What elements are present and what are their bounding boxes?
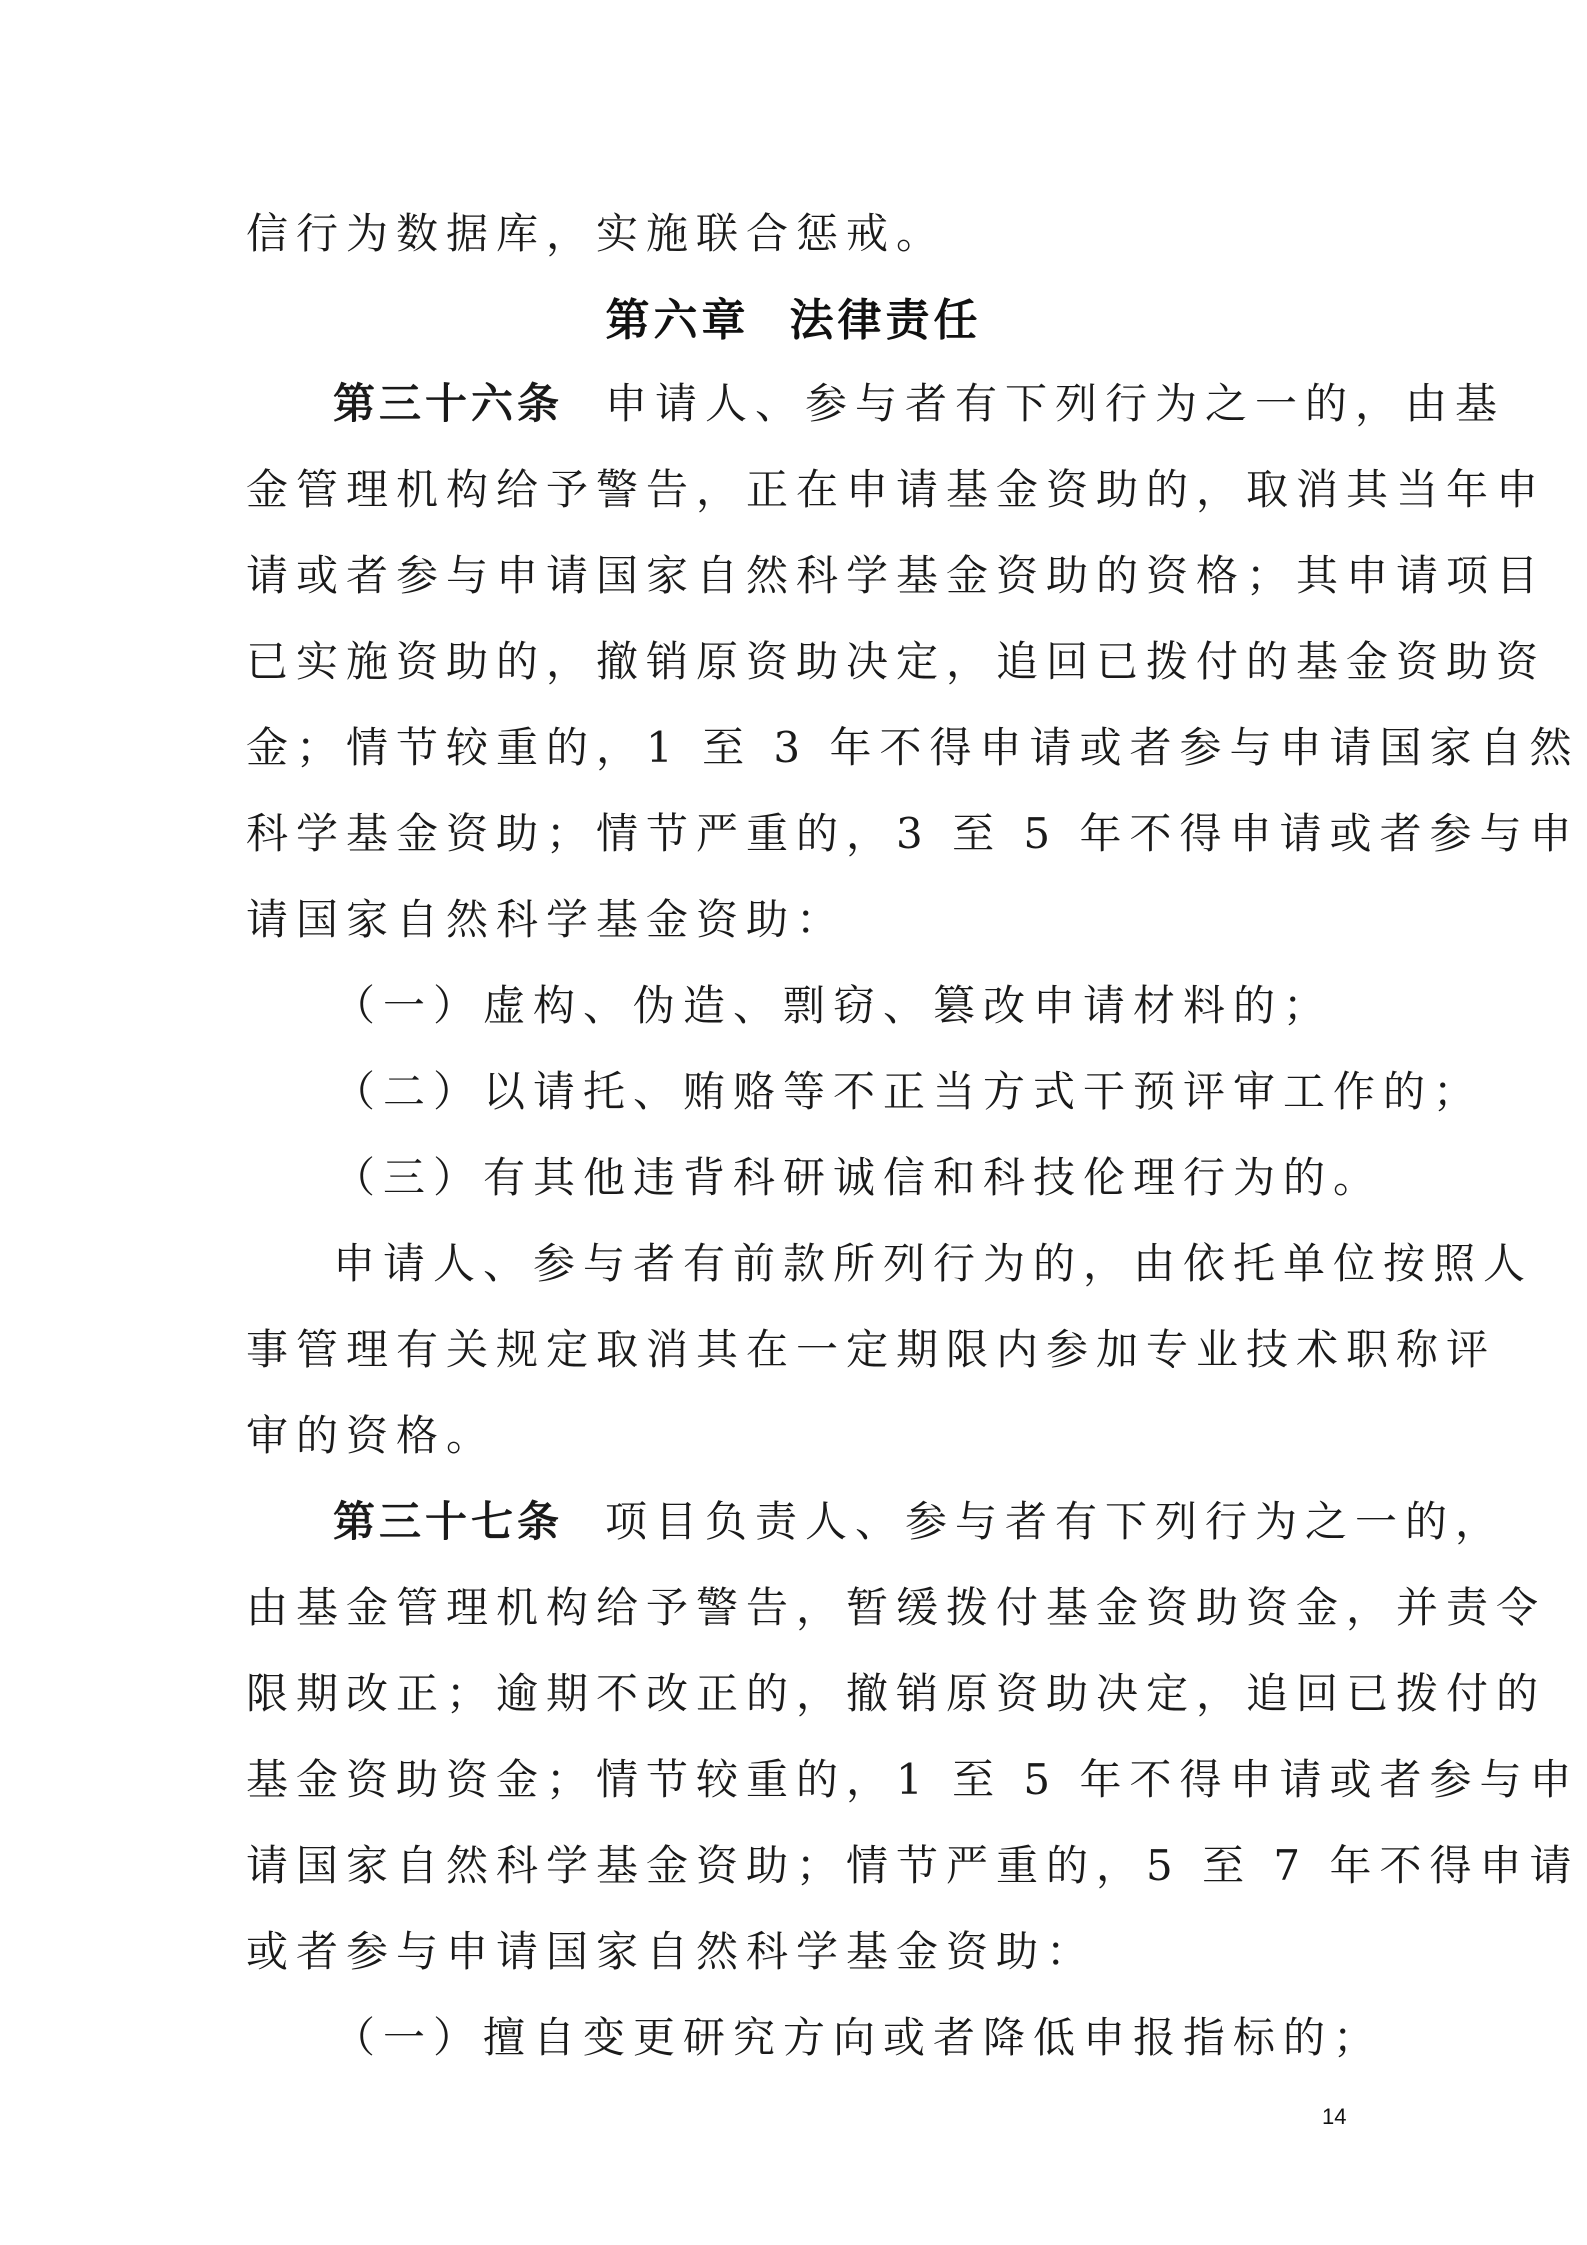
- article-37-first-line: [333, 1495, 1506, 1549]
- article-36-line-6: 请国家自然科学基金资助：: [246, 895, 847, 944]
- chapter-heading: [0, 293, 1587, 349]
- article-36-line-1: 金管理机构给予警告，正在申请基金资助的，取消其当年申: [246, 465, 1547, 514]
- article-36-para2-line-0: 申请人、参与者有前款所列行为的，由依托单位按照人: [333, 1239, 1534, 1288]
- article-36-item-1: （一）虚构、伪造、剽窃、篡改申请材料的；: [333, 981, 1334, 1030]
- article-37-item-1: （一）擅自变更研究方向或者降低申报指标的；: [333, 2013, 1384, 2062]
- article-36-para2-line-1: 事管理有关规定取消其在一定期限内参加专业技术职称评: [246, 1325, 1497, 1374]
- article-37-line-4: 请国家自然科学基金资助；情节严重的，5 至 7 年不得申请: [246, 1841, 1580, 1890]
- article-37-line-5: 或者参与申请国家自然科学基金资助：: [246, 1927, 1097, 1976]
- article-37-line-0: 项目负责人、参与者有下列行为之一的，: [605, 1497, 1506, 1546]
- article-37-heading: 第三十七条: [333, 1497, 564, 1546]
- article-36-heading: 第三十六条: [333, 379, 564, 428]
- article-36-item-2: （二）以请托、贿赂等不正当方式干预评审工作的；: [333, 1067, 1484, 1116]
- article-36-line-3: 已实施资助的，撤销原资助决定，追回已拨付的基金资助资: [246, 637, 1547, 686]
- chapter-title: 法律责任: [789, 295, 982, 346]
- article-37-line-3: 基金资助资金；情节较重的，1 至 5 年不得申请或者参与申: [246, 1755, 1580, 1804]
- article-36-line-5: 科学基金资助；情节严重的，3 至 5 年不得申请或者参与申: [246, 809, 1580, 858]
- page-number: 14: [1322, 2104, 1347, 2129]
- chapter-number: 第六章: [605, 295, 750, 346]
- continuation-line: 信行为数据库，实施联合惩戒。: [246, 209, 947, 258]
- article-36-first-line: [333, 377, 1506, 431]
- article-36-line-2: 请或者参与申请国家自然科学基金资助的资格；其申请项目: [246, 551, 1547, 600]
- article-36-para2-line-2: 审的资格。: [246, 1411, 497, 1460]
- article-36-item-3: （三）有其他违背科研诚信和科技伦理行为的。: [333, 1153, 1384, 1202]
- article-37-line-1: 由基金管理机构给予警告，暂缓拨付基金资助资金，并责令: [246, 1583, 1547, 1632]
- article-36-line-4: 金；情节较重的，1 至 3 年不得申请或者参与申请国家自然: [246, 723, 1580, 772]
- article-36-line-0: 申请人、参与者有下列行为之一的，由基: [605, 379, 1506, 428]
- article-37-line-2: 限期改正；逾期不改正的，撤销原资助决定，追回已拨付的: [246, 1669, 1547, 1718]
